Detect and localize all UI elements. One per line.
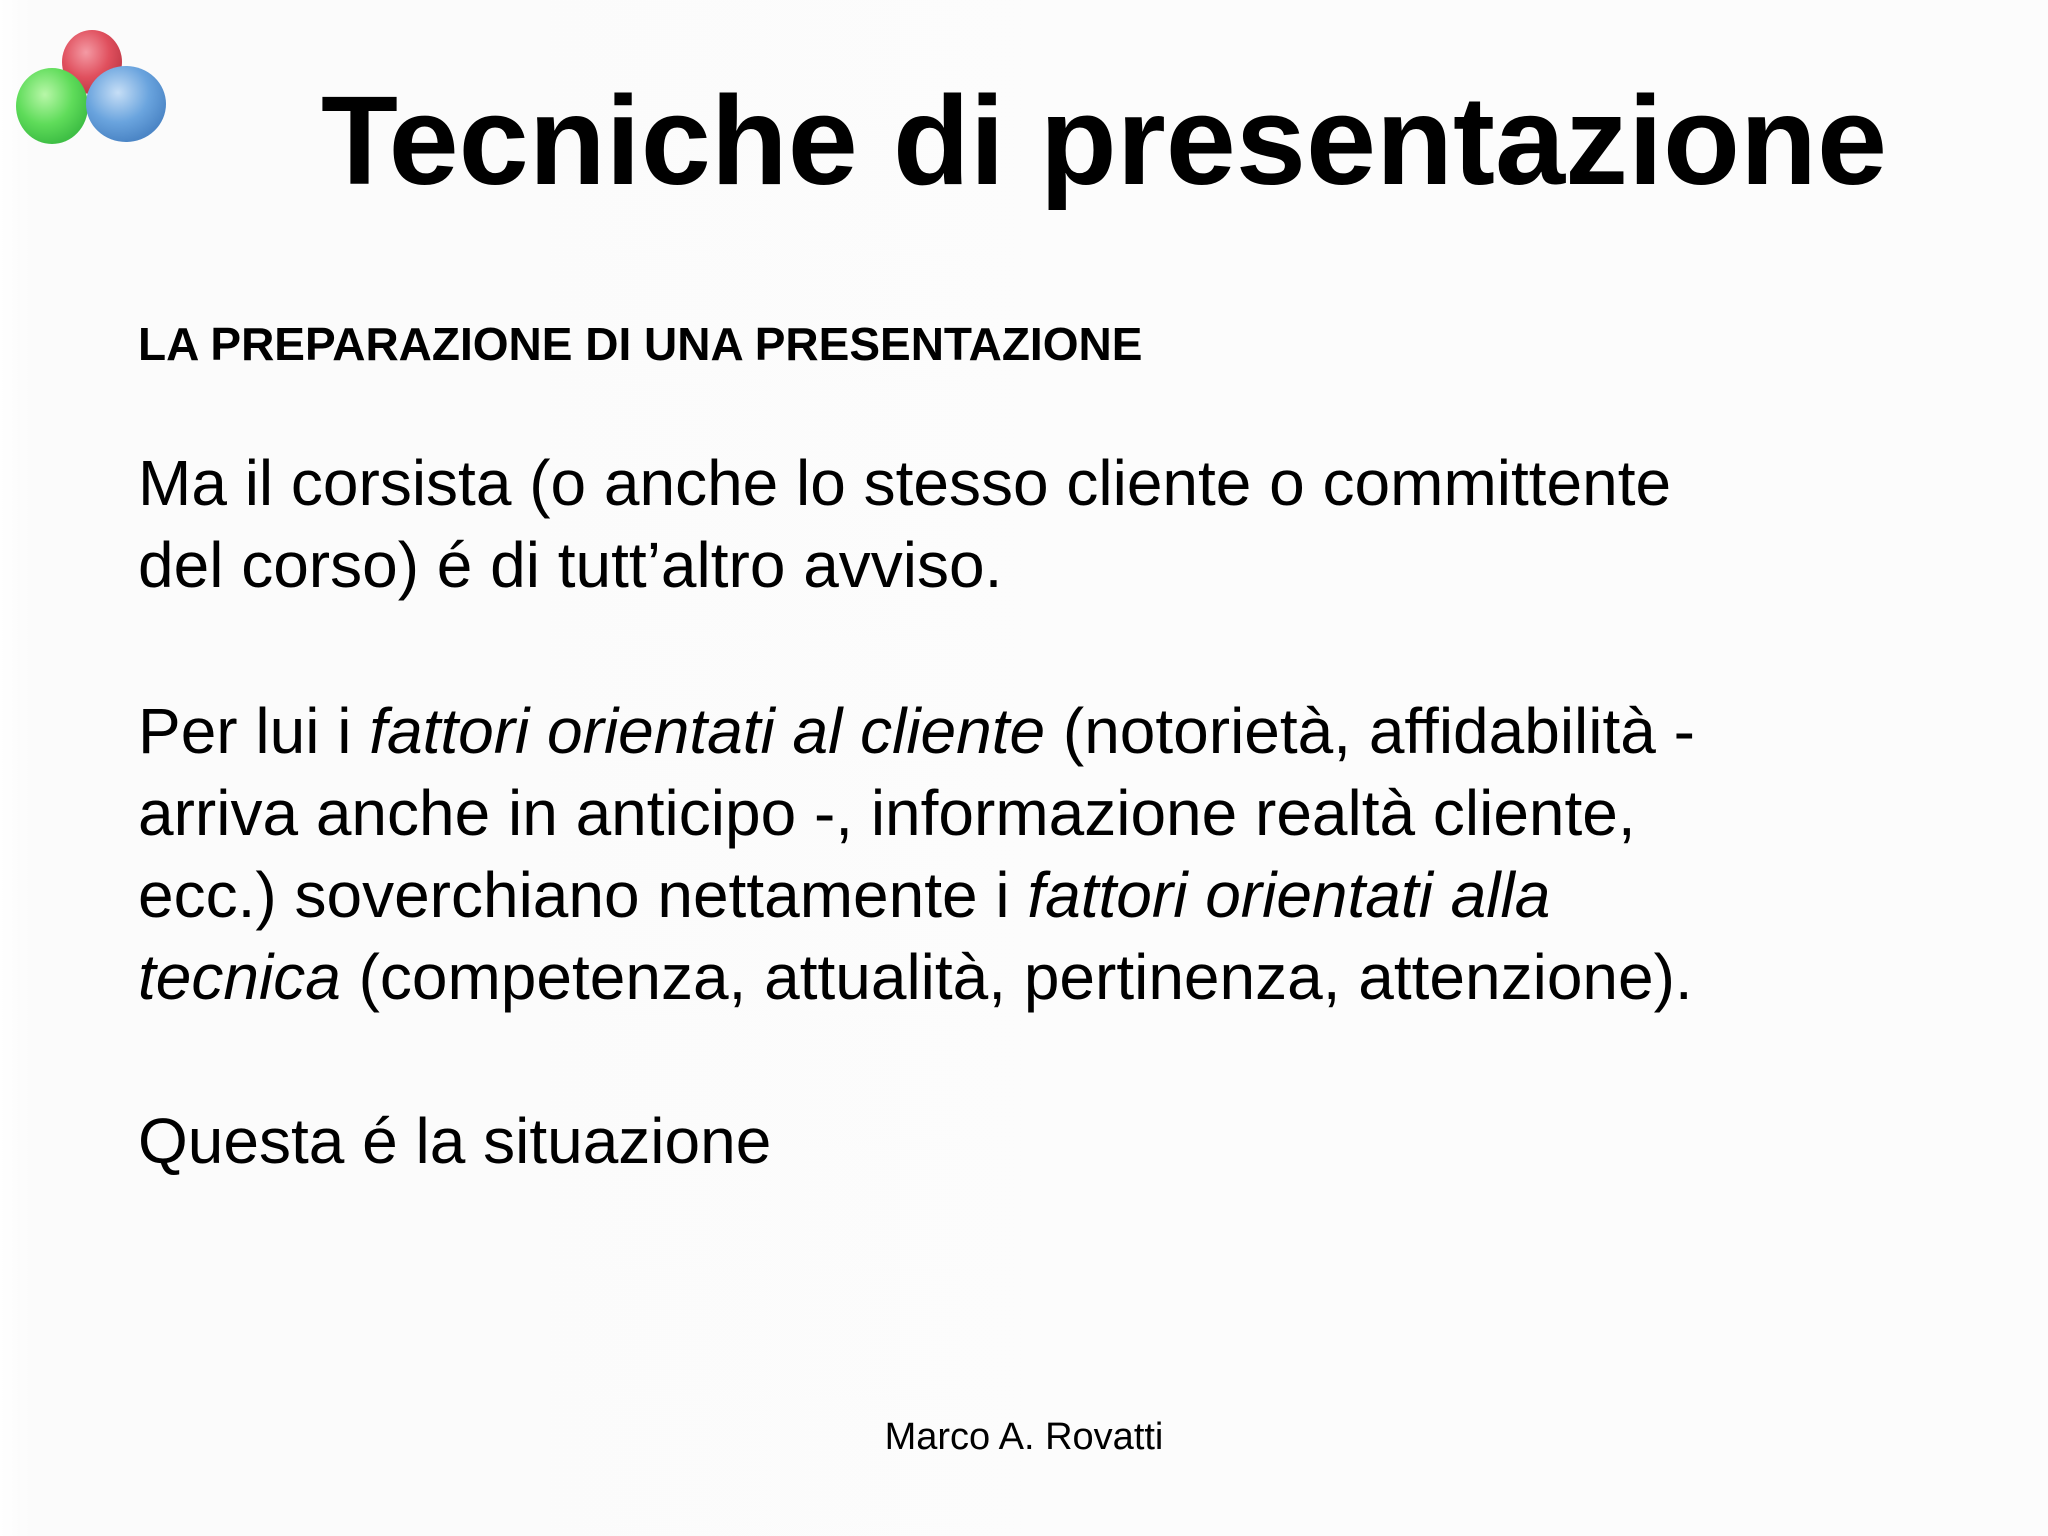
paragraph-2-italic-c: tecnica (138, 941, 341, 1013)
paragraph-2-italic-a: fattori orientati al cliente (369, 695, 1046, 767)
paragraph-1-line-2: del corso) é di tutt’altro avviso. (138, 529, 1003, 601)
paragraph-2-line-2: arriva anche in anticipo -, informazione realtà cliente, (138, 777, 1636, 849)
paragraph-2 (138, 690, 1998, 1018)
paragraph-2-line-1 (138, 695, 1695, 767)
paragraph-2-line-3 (138, 859, 1550, 931)
slide-title: Tecniche di presentazione (320, 70, 1888, 211)
paragraph-2-text-d: (competenza, attualità, pertinenza, attenzione). (340, 941, 1693, 1013)
paragraph-3: Questa é la situazione (138, 1105, 772, 1177)
paragraph-2-italic-b: fattori orientati alla (1027, 859, 1551, 931)
paragraph-1 (138, 442, 1998, 606)
paragraph-2-line-4 (138, 941, 1693, 1013)
paragraph-2-text-b: (notorietà, affidabilità - (1045, 695, 1695, 767)
paragraph-2-text-c: ecc.) soverchiano nettamente i (138, 859, 1028, 931)
paragraph-1-line-1: Ma il corsista (o anche lo stesso cliente o committente (138, 447, 1672, 519)
paragraph-2-text-a: Per lui i (138, 695, 370, 767)
section-heading: LA PREPARAZIONE DI UNA PRESENTAZIONE (138, 318, 1143, 370)
footer-author: Marco A. Rovatti (884, 1416, 1164, 1458)
